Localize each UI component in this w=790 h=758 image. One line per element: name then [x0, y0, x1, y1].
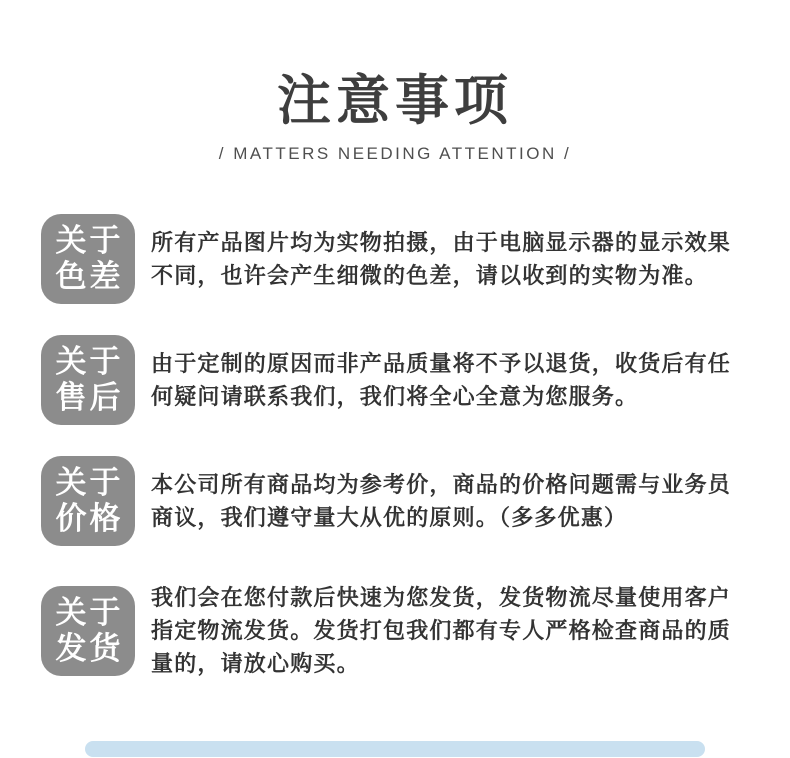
notice-text: 本公司所有商品均为参考价，商品的价格问题需与业务员商议，我们遵守量大从优的原则。（多多优惠）: [151, 472, 732, 530]
bottom-accent-bar: [85, 741, 705, 757]
notice-section-price: [0, 456, 790, 546]
badge-label-line2: 售后: [55, 380, 124, 415]
about-price-badge: [41, 456, 135, 546]
badge-label-line1: 关于: [55, 465, 124, 500]
page-subtitle: / MATTERS NEEDING ATTENTION /: [218, 144, 572, 163]
notice-section-after-sales: [0, 335, 790, 425]
badge-label-line2: 发货: [55, 630, 124, 666]
notice-section-shipping: [0, 581, 790, 680]
notice-sections: [0, 214, 790, 680]
notice-text: 所有产品图片均为实物拍摄，由于电脑显示器的显示效果不同，也许会产生细微的色差，请以收到的实物为准。: [151, 230, 732, 288]
about-after-sales-badge: [41, 335, 135, 425]
about-shipping-badge: [41, 586, 135, 676]
notice-section-color-difference: [0, 214, 790, 304]
page-title: 注意事项: [277, 71, 513, 131]
badge-label-line1: 关于: [55, 344, 124, 379]
badge-label-line1: 关于: [55, 223, 124, 258]
notice-text: 我们会在您付款后快速为您发货，发货物流尽量使用客户指定物流发货。发货打包我们都有专人严格检查商品的质量的，请放心购买。: [151, 585, 732, 676]
about-color-difference-badge: [41, 214, 135, 304]
badge-label-line2: 价格: [55, 501, 124, 536]
badge-label-line2: 色差: [55, 259, 124, 294]
badge-label-line1: 关于: [55, 594, 124, 630]
notice-header: [0, 0, 790, 164]
notice-text: 由于定制的原因而非产品质量将不予以退货，收货后有任何疑问请联系我们，我们将全心全意为您服务。: [151, 351, 732, 409]
